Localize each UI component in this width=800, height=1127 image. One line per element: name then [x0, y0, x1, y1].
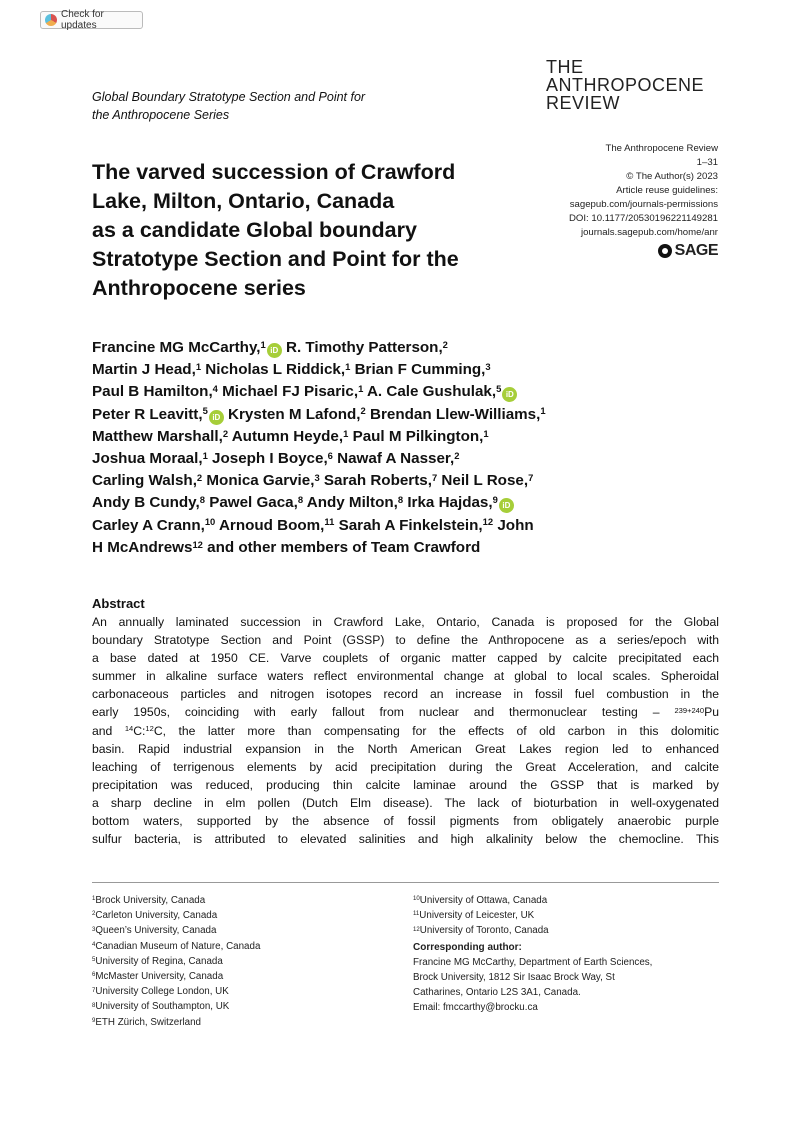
affiliation-mark: 1	[202, 449, 208, 461]
affiliation-mark: 10	[204, 516, 216, 528]
affiliation-mark: 12	[482, 516, 494, 528]
abstract-line: basin. Rapid industrial expansion in the North American Great Lakes region led to enhanced	[92, 741, 719, 756]
author-list-tail: and other members of Team Crawford	[202, 538, 481, 556]
affiliation-mark: 2	[454, 449, 460, 461]
title-line: Lake, Milton, Ontario, Canada	[92, 189, 395, 213]
affiliation-mark: 12	[192, 538, 203, 550]
affiliation: $^4$Canadian Museum of Nature, Canada	[92, 940, 261, 952]
affiliation: $^{12}$University of Toronto, Canada	[413, 925, 549, 937]
journal-meta	[569, 142, 718, 258]
author[interactable]: Neil L Rose,	[441, 472, 529, 490]
affiliation-mark: 2	[196, 471, 203, 483]
affiliation-mark: 6	[327, 449, 333, 461]
orcid-icon[interactable]: iD	[209, 410, 224, 425]
author[interactable]: Nawaf A Nasser,	[337, 450, 455, 468]
corresponding-author-heading: Corresponding author:	[413, 941, 522, 953]
affiliation: $^6$McMaster University, Canada	[92, 971, 224, 983]
orcid-icon[interactable]: iD	[267, 343, 282, 358]
affiliation-mark: 11	[324, 516, 335, 528]
author[interactable]: Martin J Head,	[92, 361, 196, 379]
author[interactable]: Andy B Cundy,	[92, 494, 200, 512]
author[interactable]: Peter R Leavitt,	[92, 405, 203, 423]
author[interactable]: Carling Walsh,	[92, 472, 197, 490]
abstract-line: summer in alkaline surface waters reflect environmental change at global to local scales. Spheroidal	[92, 669, 719, 684]
affiliation-mark: 2	[360, 405, 366, 417]
abstract-heading: Abstract	[92, 596, 145, 611]
author-list	[92, 337, 652, 559]
author[interactable]: Arnoud Boom,	[218, 516, 325, 534]
page-range: 1–31	[696, 157, 718, 168]
author[interactable]: Matthew Marshall,	[92, 427, 223, 445]
permissions-link[interactable]: sagepub.com/journals-permissions	[569, 199, 718, 210]
author[interactable]: Brendan Llew-Williams,	[370, 405, 541, 423]
author[interactable]: Nicholas L Riddick,	[205, 361, 346, 379]
affiliation: $^7$University College London, UK	[92, 986, 229, 998]
logo-line-2: ANTHROPOCENE	[546, 75, 705, 95]
series-line-2: the Anthropocene Series	[92, 108, 230, 122]
abstract-line	[92, 703, 719, 721]
author[interactable]: Andy Milton,	[306, 494, 398, 512]
author[interactable]: A. Cale Gushulak,	[366, 383, 497, 401]
affiliation: $^1$Brock University, Canada	[92, 895, 206, 906]
affiliation-mark: 2	[222, 427, 229, 439]
author[interactable]: H McAndrews	[92, 538, 193, 556]
author[interactable]: Joshua Moraal,	[92, 450, 203, 468]
author[interactable]: Sarah A Finkelstein,	[338, 516, 483, 534]
reuse-guidelines: Article reuse guidelines:	[616, 185, 718, 196]
article-title	[92, 158, 542, 303]
journal-home-link[interactable]: journals.sagepub.com/home/anr	[580, 227, 718, 238]
check-for-updates-icon	[45, 14, 57, 26]
footnote-divider	[92, 882, 719, 883]
author[interactable]: Brian F Cumming,	[354, 361, 486, 379]
abstract-line: leaching of terrigenous elements by acid precipitation during the Great Acceleration, and calcite	[92, 759, 719, 774]
corresponding-email[interactable]: Email: fmccarthy@brocku.ca	[413, 1002, 538, 1014]
author[interactable]: Joseph I Boyce,	[212, 450, 328, 468]
author[interactable]: R. Timothy Patterson,	[285, 339, 443, 356]
check-for-updates-label: Check for updates	[60, 9, 104, 31]
author[interactable]: Pawel Gaca,	[209, 494, 298, 512]
abstract-text: C:	[133, 723, 146, 738]
affiliation-mark: 3	[314, 471, 320, 483]
author[interactable]: Michael FJ Pisaric,	[222, 383, 359, 401]
abstract-line: a sharp decline in elm pollen (Dutch Elm disease). The lack of bioturbation in well-oxygenated	[92, 795, 719, 810]
publisher-logo	[569, 244, 718, 258]
affiliation-mark: 7	[528, 471, 534, 483]
author[interactable]: Monica Garvie,	[206, 472, 315, 490]
title-line: as a candidate Global boundary	[92, 218, 417, 242]
affiliation-mark: 1	[345, 360, 351, 372]
affiliation: $^8$University of Southampton, UK	[92, 1001, 230, 1013]
series-header	[92, 88, 412, 124]
affiliation: $^{10}$University of Ottawa, Canada	[413, 895, 548, 906]
affiliation: $^3$Queen’s University, Canada	[92, 925, 217, 937]
isotope-mass: 239+240	[674, 706, 705, 716]
affiliation: $^9$ETH Zürich, Switzerland	[92, 1016, 201, 1028]
abstract-line: boundary Stratotype Section and Point (GSSP) to define the Anthropocene as a series/epoch with	[92, 633, 719, 648]
affiliation-mark: 1	[195, 360, 202, 372]
title-line: Stratotype Section and Point for the	[92, 247, 459, 271]
abstract-line	[92, 722, 719, 740]
abstract-line: a base dated at 1950 CE. Varve couplets of organic matter capped by calcite precipitated each	[92, 651, 719, 666]
journal-logo	[546, 58, 746, 112]
title-line: Anthropocene series	[92, 276, 306, 300]
affiliation-mark: 5	[202, 405, 208, 417]
affiliation-mark: 5	[496, 383, 502, 395]
affiliation-mark: 1	[260, 338, 266, 350]
abstract-line: carbonaceous particles and nitrogen isotopes record an increase in fossil fuel combustion in the	[92, 687, 719, 702]
orcid-icon[interactable]: iD	[499, 498, 514, 513]
author[interactable]: Irka Hajdas,	[407, 494, 493, 512]
abstract-text: Pu	[704, 705, 719, 720]
abstract-line: bottom waters, supported by the absence of fossil pigments from obligately anaerobic purple	[92, 814, 719, 829]
affiliation: $^2$Carleton University, Canada	[92, 910, 218, 922]
corresponding-line: Francine MG McCarthy, Department of Earth Sciences,	[413, 956, 653, 968]
abstract-line: sulfur bacteria, is attributed to elevated salinities and high alkalinity below the chemocline. This	[92, 832, 719, 847]
author[interactable]: John	[497, 516, 534, 534]
affiliation-mark: 8	[297, 494, 304, 506]
affiliation-mark: 3	[485, 360, 491, 372]
affiliation-mark: 4	[212, 383, 218, 395]
affiliation-mark: 9	[492, 494, 498, 506]
author[interactable]: Autumn Heyde,	[231, 427, 344, 445]
isotope-mass: 14	[124, 724, 134, 734]
author[interactable]: Sarah Roberts,	[323, 472, 432, 490]
author[interactable]: Paul M Pilkington,	[352, 427, 484, 445]
affiliations-right	[413, 893, 652, 1016]
affiliation-mark: 2	[442, 338, 448, 350]
affiliation: $^5$University of Regina, Canada	[92, 955, 223, 967]
affiliations-left	[92, 893, 260, 1030]
journal-name: The Anthropocene Review	[605, 143, 718, 154]
copyright: © The Author(s) 2023	[626, 171, 718, 182]
title-line: The varved succession of Crawford	[92, 160, 456, 184]
author[interactable]: Carley A Crann,	[92, 516, 205, 534]
affiliation-mark: 7	[431, 471, 438, 483]
sage-logo-icon	[658, 244, 672, 258]
isotope-mass: 12	[145, 724, 154, 734]
affiliation: $^{11}$University of Leicester, UK	[413, 910, 535, 922]
author[interactable]: Francine MG McCarthy,	[92, 339, 261, 356]
check-for-updates-badge[interactable]	[40, 11, 143, 29]
logo-line-3: REVIEW	[546, 93, 621, 113]
abstract-line: precipitation was reduced, producing thin calcite laminae around the GSSP that is marked by	[92, 777, 719, 792]
orcid-icon[interactable]: iD	[502, 387, 517, 402]
abstract-body	[92, 613, 719, 848]
affiliation-mark: 8	[397, 494, 404, 506]
affiliation-mark: 1	[540, 405, 546, 417]
author[interactable]: Krysten M Lafond,	[228, 405, 361, 423]
affiliation-mark: 1	[358, 383, 364, 395]
affiliation-mark: 1	[483, 427, 489, 439]
corresponding-line: Brock University, 1812 Sir Isaac Brock Way, St	[413, 972, 615, 984]
abstract-text: early 1950s, coinciding with early fallout from nuclear and thermonuclear testing –	[92, 705, 660, 720]
affiliation-mark: 1	[343, 427, 349, 439]
series-line-1: Global Boundary Stratotype Section and Point for	[92, 90, 366, 104]
corresponding-line: Catharines, Ontario L2S 3A1, Canada.	[413, 987, 581, 999]
logo-line-1: THE	[546, 57, 584, 77]
doi[interactable]: DOI: 10.1177/20530196221149281	[568, 213, 718, 224]
author[interactable]: Paul B Hamilton,	[92, 383, 213, 401]
abstract-line: An annually laminated succession in Crawford Lake, Ontario, Canada is proposed for the Global	[92, 615, 719, 629]
abstract-text: and	[92, 723, 113, 738]
affiliation-mark: 8	[199, 494, 205, 506]
abstract-text: C, the latter more than compensating for the effects of old carbon in this dolomitic	[153, 723, 719, 738]
publisher-name: SAGE	[674, 242, 718, 259]
